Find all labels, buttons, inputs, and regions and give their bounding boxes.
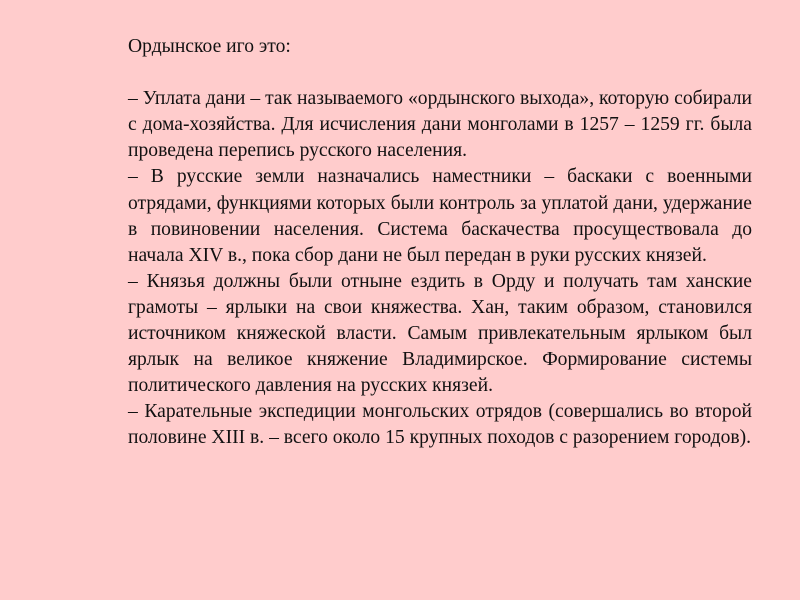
slide-title: Ордынское иго это: — [128, 36, 291, 57]
blank-line — [128, 60, 752, 86]
paragraph-tribute: – Уплата дани – так называемого «ордынского выхода», которую собирали с дома-хозяйства. Для исчисления дани монголами в 1257 – 1259 гг. была проведена перепись русского населения. — [128, 88, 752, 162]
paragraph-yarlyks: – Князья должны были отныне ездить в Орду и получать там ханские грамоты – ярлыки на свои княжества. Хан, таким образом, становился источником княжеской власти. Самым привлекательным ярлыком был ярлык на великое княжение Владимирское. Формирование системы политического давления на русских князей. — [128, 270, 752, 397]
paragraph-baskaks: – В русские земли назначались наместники – баскаки с военными отрядами, функциями которых были контроль за уплатой дани, удержание в повиновении населения. Система баскачества просуществовала до начала XIV в., пока сбор дани не был передан в руки русских князей. — [128, 166, 752, 266]
paragraph-punitive-expeditions: – Карательные экспедиции монгольских отрядов (совершались во второй половине XIII в. – всего около 15 крупных походов с разорением городов). — [128, 401, 752, 449]
slide-content — [128, 34, 752, 452]
